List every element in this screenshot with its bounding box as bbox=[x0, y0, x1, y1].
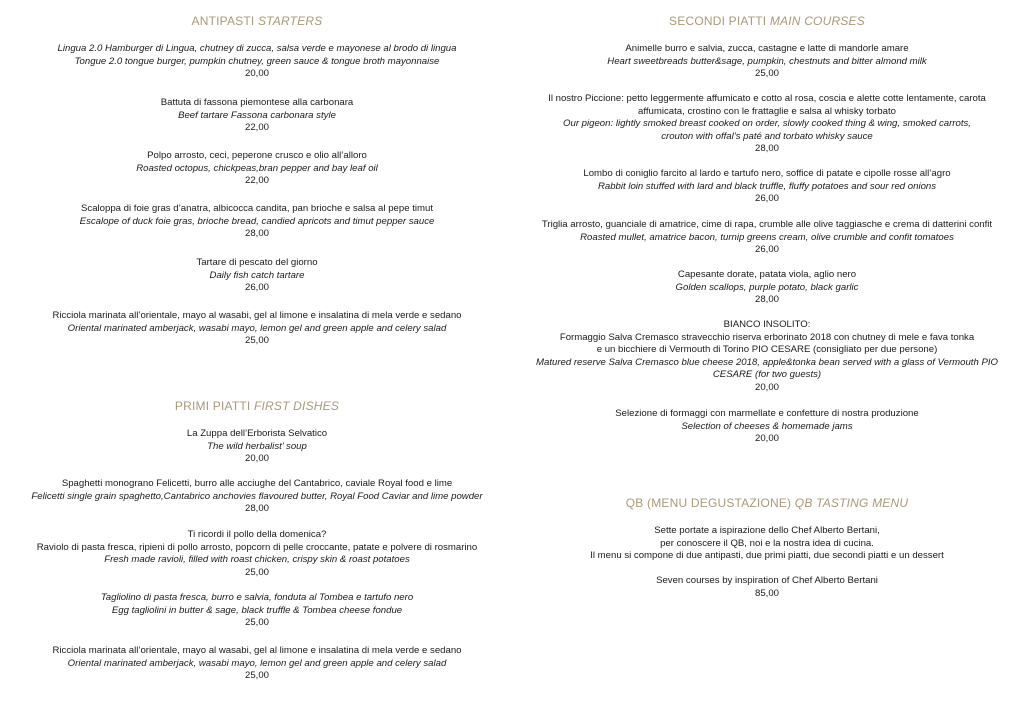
dish-description: Roasted octopus, chickpeas,bran pepper and bay leaf oil bbox=[136, 162, 378, 174]
menu-item bbox=[522, 93, 1012, 156]
dish-description: Our pigeon: lightly smoked breast cooked on order, slowly cooked thing & wing, smoked carrots, bbox=[563, 118, 971, 130]
dish-name: Tagliolino di pasta fresca, burro e salvia, fonduta al Tombea e tartufo nero bbox=[100, 592, 414, 603]
dish-price: 26,00 bbox=[244, 282, 269, 294]
dish-name: Ricciola marinata all’orientale, mayo al wasabi, gel al limone e insalatina di mela verde e sedano bbox=[52, 645, 462, 656]
dish-description: Matured reserve Salva Cremasco blue cheese 2018, apple&tonka bean served with a glass of Vermouth PIO bbox=[536, 356, 998, 368]
dish-name: Scaloppa di foie gras d’anatra, albicocca candita, pan brioche e salsa al pepe timut bbox=[81, 203, 433, 214]
dish-price: 28,00 bbox=[754, 294, 779, 306]
menu-item bbox=[12, 529, 502, 579]
menu-item bbox=[12, 203, 502, 241]
menu-item bbox=[522, 43, 1012, 81]
dish-price: 28,00 bbox=[244, 503, 269, 515]
dish-price: 25,00 bbox=[244, 670, 269, 682]
dish-name: Polpo arrosto, ceci, peperone crusco e olio all’alloro bbox=[147, 150, 367, 161]
menu-item bbox=[522, 408, 1012, 446]
dish-price: 25,00 bbox=[244, 617, 269, 629]
dish-price: 25,00 bbox=[244, 566, 269, 578]
dish-name: Lingua 2.0 Hamburger di Lingua, chutney di zucca, salsa verde e mayonese al brodo di lingua bbox=[57, 43, 457, 54]
section-title-antipasti: ANTIPASTI STARTERS bbox=[191, 14, 323, 28]
dish-preface: Ti ricordi il pollo della domenica? bbox=[187, 529, 327, 540]
dish-name: Animelle burro e salvia, zucca, castagne e latte di mandorle amare bbox=[625, 43, 909, 54]
dish-price: 25,00 bbox=[244, 335, 269, 347]
dish-description: Tongue 2.0 tongue burger, pumpkin chutney, green sauce & tongue broth mayonnaise bbox=[74, 55, 440, 67]
dish-description: Selection of cheeses & homemade jams bbox=[681, 420, 853, 432]
dish-description: The wild herbalist’ soup bbox=[207, 440, 307, 452]
menu-item bbox=[522, 219, 1012, 257]
menu-item bbox=[12, 257, 502, 295]
dish-name: Il nostro Piccione: petto leggermente affumicato e cotto al rosa, coscia e alette cotte lentamente, carota bbox=[548, 93, 986, 104]
menu-item bbox=[522, 168, 1012, 206]
dish-description: Golden scallops, purple potato, black garlic bbox=[675, 281, 859, 293]
tasting-line: per conoscere il QB, noi e la nostra idea di cucina. bbox=[660, 537, 874, 549]
menu-item bbox=[12, 150, 502, 188]
dish-price: 20,00 bbox=[244, 68, 269, 80]
dish-description: Rabbit loin stuffed with lard and black truffle, fluffy potatoes and sour red onions bbox=[597, 180, 937, 192]
menu-item bbox=[12, 97, 502, 135]
dish-name: Selezione di formaggi con marmellate e confetture di nostra produzione bbox=[615, 408, 919, 419]
dish-name: Triglia arrosto, guanciale di amatrice, cime di rapa, crumble alle olive taggiasche e crema di datterini confit bbox=[541, 219, 993, 230]
dish-price: 25,00 bbox=[754, 68, 779, 80]
dish-description: Roasted mullet, amatrice bacon, turnip greens cream, olive crumble and confit tomatoes bbox=[580, 231, 954, 243]
menu-item bbox=[12, 592, 502, 630]
dish-price: 20,00 bbox=[754, 381, 779, 393]
tasting-english: Seven courses by inspiration of Chef Alberto Bertani bbox=[656, 575, 878, 586]
dish-name: Raviolo di pasta fresca, ripieni di pollo arrosto, popcorn di pelle croccante, patate e polvere di rosmarino bbox=[36, 541, 478, 553]
dish-description: Daily fish catch tartare bbox=[209, 269, 305, 281]
dish-name-cont: e un bicchiere di Vermouth di Torino PIO CESARE (consigliato per due persone) bbox=[596, 344, 938, 356]
menu-item bbox=[12, 428, 502, 466]
dish-name: Capesante dorate, patata viola, aglio nero bbox=[677, 269, 857, 280]
dish-description: Felicetti single grain spaghetto,Cantabrico anchovies flavoured butter, Royal Food Caviar and lime powder bbox=[31, 490, 483, 502]
menu-item bbox=[522, 319, 1012, 395]
dish-name: La Zuppa dell’Erborista Selvatico bbox=[186, 428, 328, 439]
dish-name: Formaggio Salva Cremasco stravecchio riserva erborinato 2018 con chutney di mele e fava tonka bbox=[559, 331, 975, 343]
menu-item bbox=[522, 269, 1012, 307]
dish-description: Escalope of duck foie gras, brioche bread, candied apricots and timut pepper sauce bbox=[79, 215, 435, 227]
dish-preface: BIANCO INSOLITO: bbox=[723, 319, 811, 330]
dish-description: Oriental marinated amberjack, wasabi mayo, lemon gel and green apple and celery salad bbox=[67, 657, 447, 669]
dish-name: Battuta di fassona piemontese alla carbonara bbox=[160, 97, 354, 108]
dish-price: 26,00 bbox=[754, 193, 779, 205]
dish-name: Ricciola marinata all’orientale, mayo al wasabi, gel al limone e insalatina di mela verde e sedano bbox=[52, 310, 462, 321]
menu-item bbox=[12, 645, 502, 683]
section-title-secondi: SECONDI PIATTI MAIN COURSES bbox=[669, 14, 865, 28]
menu-item bbox=[12, 310, 502, 348]
dish-price: 20,00 bbox=[244, 453, 269, 465]
dish-price: 22,00 bbox=[244, 175, 269, 187]
section-title-tasting: QB (MENU DEGUSTAZIONE) QB TASTING MENU bbox=[625, 496, 909, 510]
dish-name: Spaghetti monograno Felicetti, burro alle acciughe del Cantabrico, caviale Royal food e lime bbox=[61, 478, 453, 489]
tasting-menu-english bbox=[522, 575, 1012, 600]
dish-price: 22,00 bbox=[244, 122, 269, 134]
menu-item bbox=[12, 478, 502, 516]
dish-description-cont: crouton with offal’s paté and torbato whisky sauce bbox=[661, 130, 873, 142]
dish-description: Beef tartare Fassona carbonara style bbox=[178, 109, 336, 121]
tasting-line: Sette portate a ispirazione dello Chef Alberto Bertani, bbox=[654, 525, 880, 536]
dish-description: Oriental marinated amberjack, wasabi mayo, lemon gel and green apple and celery salad bbox=[67, 322, 447, 334]
section-title-primi: PRIMI PIATTI FIRST DISHES bbox=[174, 399, 340, 413]
tasting-line: Il menu si compone di due antipasti, due primi piatti, due secondi piatti e un dessert bbox=[590, 550, 944, 562]
dish-price: 28,00 bbox=[244, 228, 269, 240]
dish-price: 28,00 bbox=[754, 143, 779, 155]
tasting-menu-description bbox=[522, 525, 1012, 563]
dish-description: Egg tagliolini in butter & sage, black truffle & Tombea cheese fondue bbox=[111, 604, 403, 616]
dish-name-cont: affumicata, crostino con le frattaglie e salsa al whisky torbato bbox=[638, 105, 896, 117]
dish-price: 26,00 bbox=[754, 244, 779, 256]
tasting-price: 85,00 bbox=[754, 587, 779, 599]
dish-description-cont: CESARE (for two guests) bbox=[712, 369, 822, 381]
dish-price: 20,00 bbox=[754, 433, 779, 445]
dish-name: Lombo di coniglio farcito al lardo e tartufo nero, soffice di patate e cipolle rosse all’agro bbox=[583, 168, 951, 179]
menu-item bbox=[12, 43, 502, 81]
dish-description: Fresh made ravioli, filled with roast chicken, crispy skin & roast potatoes bbox=[104, 554, 410, 566]
dish-description: Heart sweetbreads butter&sage, pumpkin, chestnuts and bitter almond milk bbox=[607, 55, 927, 67]
dish-name: Tartare di pescato del giorno bbox=[196, 257, 318, 268]
